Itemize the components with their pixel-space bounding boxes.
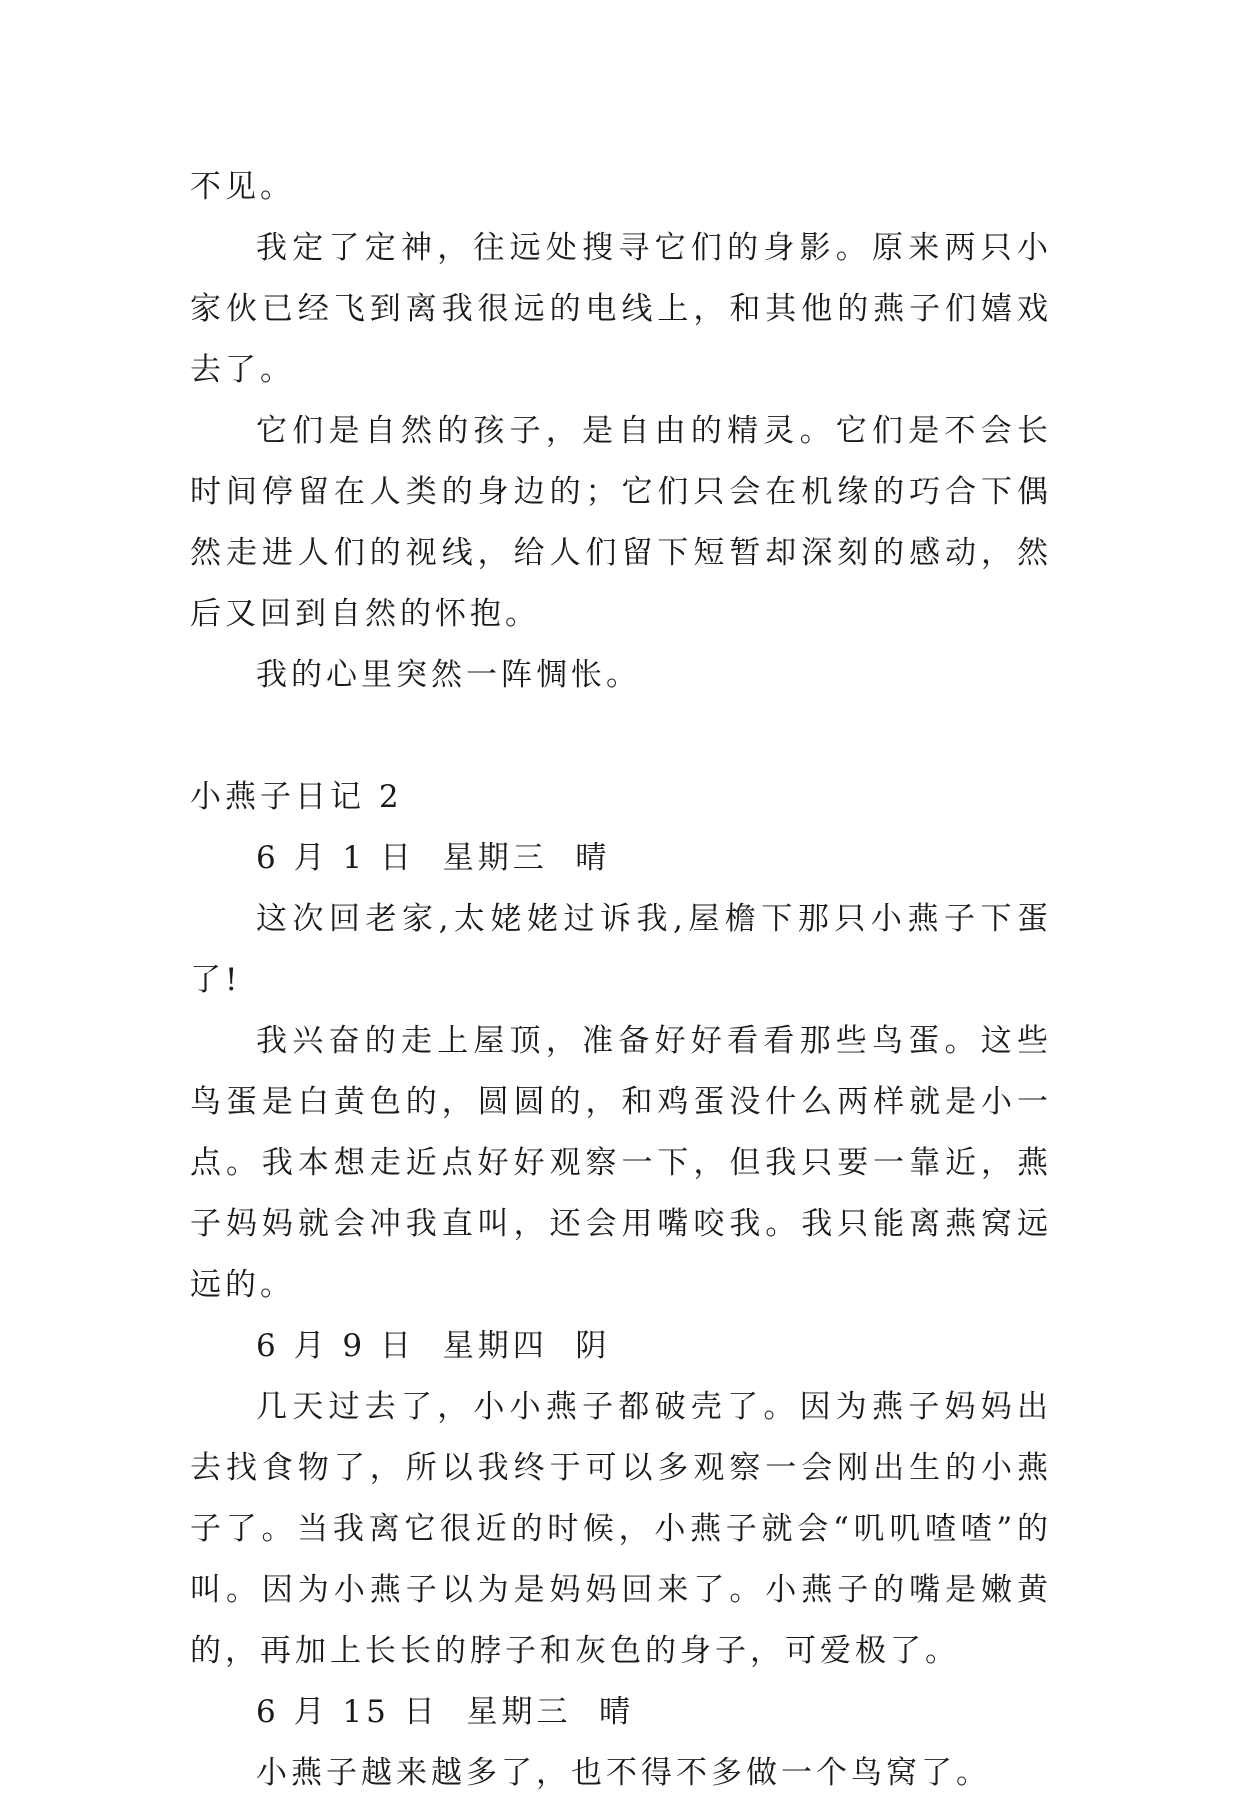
- paragraph: 这次回老家,太姥姥过诉我,屋檐下那只小燕子下蛋了!: [190, 901, 1052, 998]
- diary-title: 小燕子日记 2: [190, 779, 403, 815]
- paragraph: 我的心里突然一阵惆怅。: [256, 657, 641, 693]
- paragraph: 小燕子越来越多了，也不得不多做一个鸟窝了。: [256, 1755, 991, 1791]
- paragraph-continuation: 不见。: [190, 169, 295, 205]
- paragraph: 我定了定神，往远处搜寻它们的身影。原来两只小家伙已经飞到离我很远的电线上，和其他的燕子们嬉戏去了。: [190, 230, 1052, 388]
- paragraph: 几天过去了，小小燕子都破壳了。因为燕子妈妈出去找食物了，所以我终于可以多观察一会刚出生的小燕子了。当我离它很近的时候，小燕子就会“叽叽喳喳”的叫。因为小燕子以为是妈妈回来了。小燕子的嘴是嫩黄的，再加上长长的脖子和灰色的身子，可爱极了。: [190, 1389, 1052, 1669]
- diary-date: 6 月 9 日 星期四 阴: [256, 1328, 611, 1364]
- document-body: [190, 157, 1052, 1804]
- paragraph: 我兴奋的走上屋顶，准备好好看看那些鸟蛋。这些鸟蛋是白黄色的，圆圆的，和鸡蛋没什么两样就是小一点。我本想走近点好好观察一下，但我只要一靠近，燕子妈妈就会冲我直叫，还会用嘴咬我。我只能离燕窝远远的。: [190, 1023, 1052, 1303]
- paragraph: 它们是自然的孩子，是自由的精灵。它们是不会长时间停留在人类的身边的；它们只会在机缘的巧合下偶然走进人们的视线，给人们留下短暂却深刻的感动，然后又回到自然的怀抱。: [190, 413, 1052, 632]
- diary-date: 6 月 1 日 星期三 晴: [256, 840, 611, 876]
- diary-date: 6 月 15 日 星期三 晴: [256, 1694, 635, 1730]
